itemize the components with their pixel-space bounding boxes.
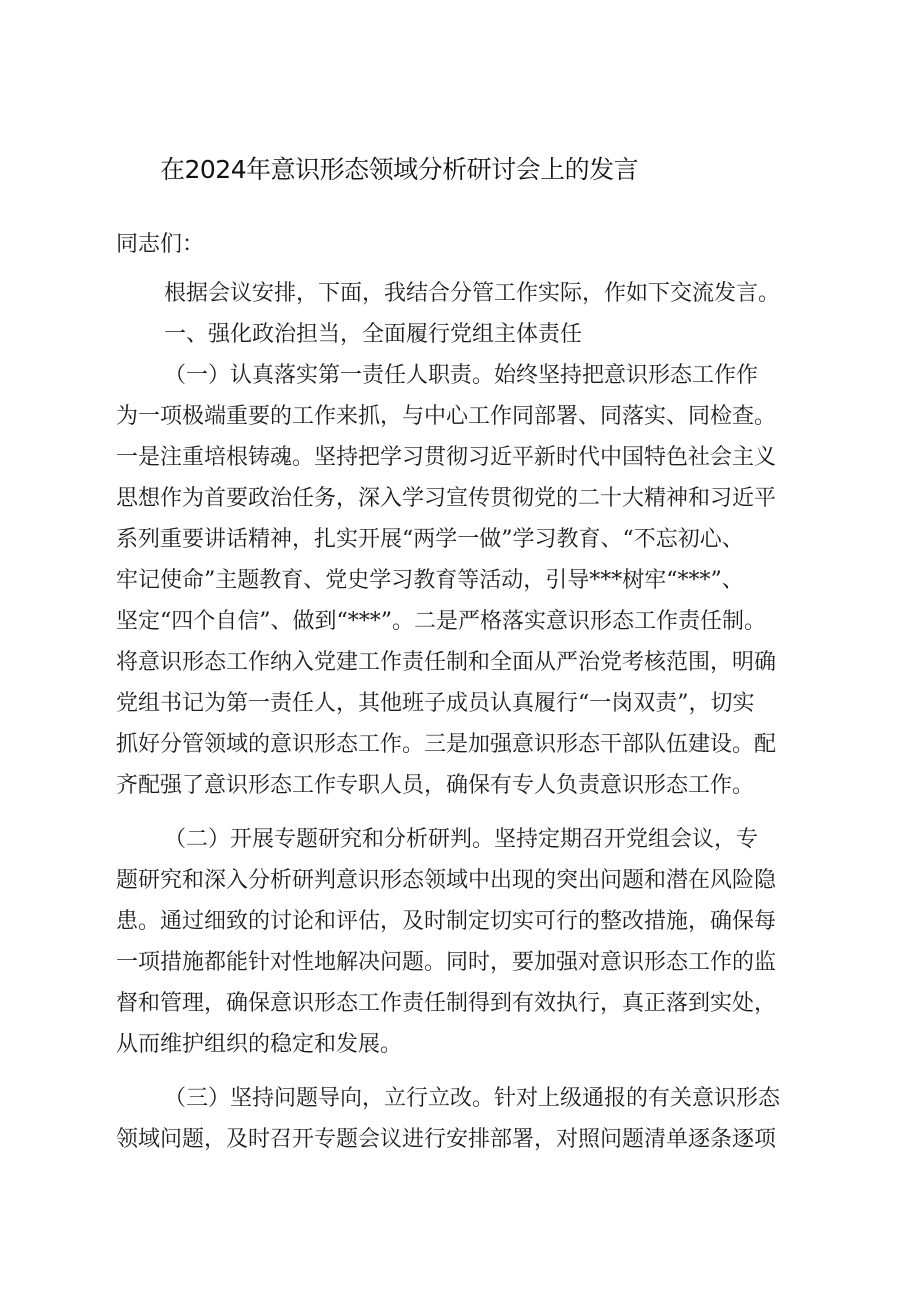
paragraph-line: 患。通过细致的讨论和评估，及时制定切实可行的整改措施，确保每 xyxy=(116,909,777,934)
paragraph-line: 抓好分管领域的意识形态工作。三是加强意识形态干部队伍建设。配 xyxy=(116,732,777,757)
section-heading: 一、强化政治担当，全面履行党组主体责任 xyxy=(164,322,583,347)
paragraph-line: 思想作为首要政治任务，深入学习宣传贯彻党的二十大精神和习近平 xyxy=(116,486,777,511)
paragraph-line: 一项措施都能针对性地解决问题。同时，要加强对意识形态工作的监 xyxy=(116,950,777,975)
paragraph-line: 领域问题，及时召开专题会议进行安排部署，对照问题清单逐条逐项 xyxy=(116,1127,777,1152)
intro-paragraph: 根据会议安排，下面，我结合分管工作实际，作如下交流发言。 xyxy=(164,281,781,306)
paragraph-line: 将意识形态工作纳入党建工作责任制和全面从严治党考核范围，明确 xyxy=(116,650,777,675)
paragraph-line: 牢记使命”主题教育、党史学习教育等活动，引导***树牢“***”、 xyxy=(116,568,744,593)
paragraph-line: 从而维护组织的稳定和发展。 xyxy=(116,1032,403,1057)
paragraph-line: 齐配强了意识形态工作专职人员，确保有专人负责意识形态工作。 xyxy=(116,773,755,798)
document-title: 在2024年意识形态领域分析研讨会上的发言 xyxy=(160,155,639,184)
paragraph-line: （一）认真落实第一责任人职责。始终坚持把意识形态工作作 xyxy=(164,363,759,388)
paragraph-line: 题研究和深入分析研判意识形态领域中出现的突出问题和潜在风险隐 xyxy=(116,868,777,893)
paragraph-line: 坚定“四个自信”、做到“***”。二是严格落实意识形态工作责任制。 xyxy=(116,609,766,634)
paragraph-line: 一是注重培根铸魂。坚持把学习贯彻习近平新时代中国特色社会主义 xyxy=(116,445,777,470)
paragraph-line: （三）坚持问题导向，立行立改。针对上级通报的有关意识形态 xyxy=(164,1086,781,1111)
paragraph-line: （二）开展专题研究和分析研判。坚持定期召开党组会议，专 xyxy=(164,827,759,852)
paragraph-line: 系列重要讲话精神，扎实开展“两学一做”学习教育、“不忘初心、 xyxy=(116,527,744,552)
document-body xyxy=(116,224,826,1160)
paragraph-line: 督和管理，确保意识形态工作责任制得到有效执行，真正落到实处， xyxy=(116,991,777,1016)
salutation: 同志们： xyxy=(116,232,205,257)
paragraph-line: 党组书记为第一责任人，其他班子成员认真履行“一岗双责”，切实 xyxy=(116,691,755,716)
paragraph-line: 为一项极端重要的工作来抓，与中心工作同部署、同落实、同检查。 xyxy=(116,404,777,429)
